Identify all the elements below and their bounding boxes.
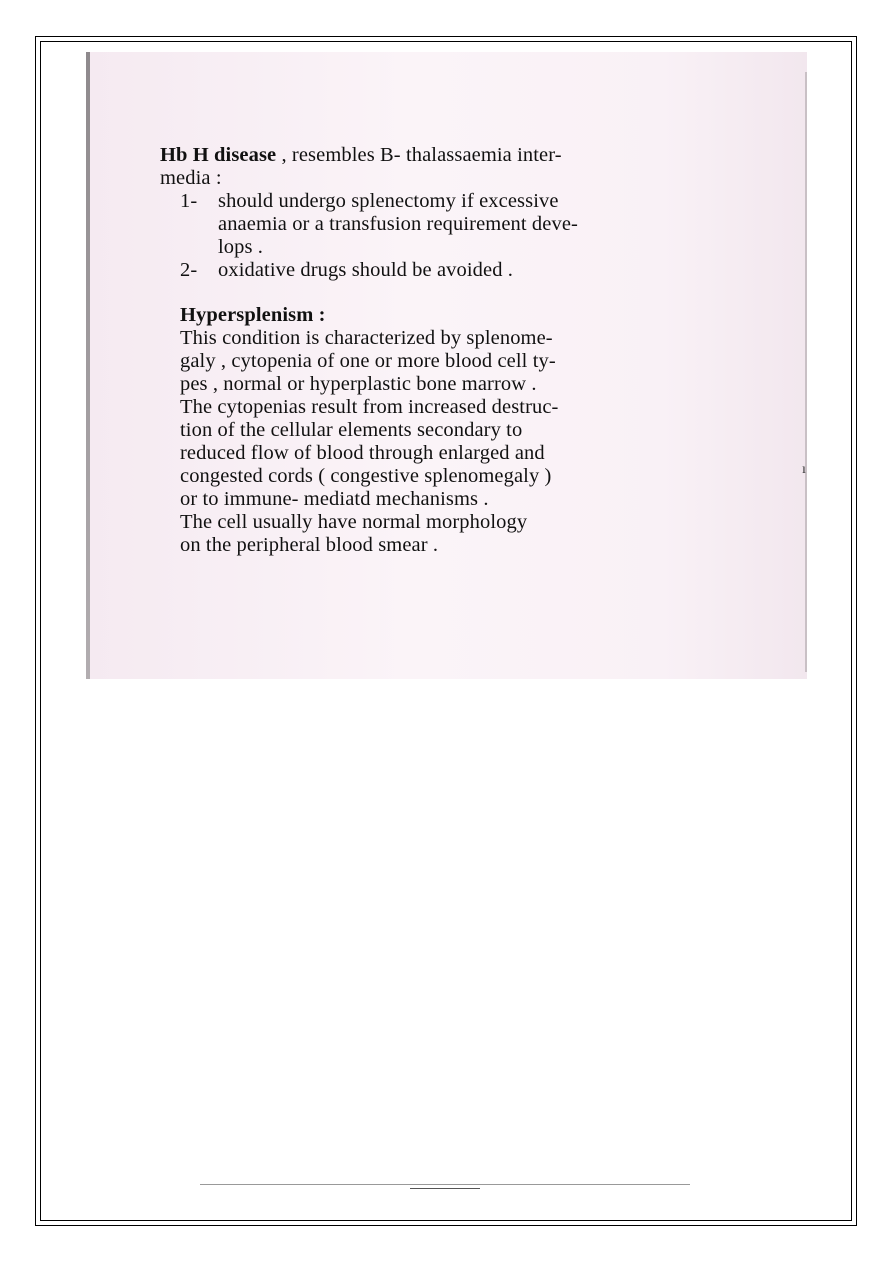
list-item (160, 190, 780, 259)
intro-term: Hb H disease (160, 144, 277, 166)
list-line: lops . (218, 236, 264, 258)
list-line: oxidative drugs should be avoided . (218, 259, 514, 281)
document-text (160, 144, 780, 557)
body-line: galy , cytopenia of one or more blood cell ty- (180, 350, 556, 372)
list-line: anaemia or a transfusion requirement deve- (218, 213, 578, 235)
body-line: on the peripheral blood smear . (180, 534, 439, 556)
intro-rest: , resembles B- thalassaemia inter- (276, 144, 562, 166)
body-line: reduced flow of blood through enlarged and (180, 442, 545, 464)
margin-mark: ı (802, 462, 806, 477)
hypersplenism-section (160, 304, 780, 557)
body-line: The cytopenias result from increased destruc- (180, 396, 559, 418)
footer-rule (200, 1184, 690, 1185)
list-text (218, 259, 780, 282)
list-line: should undergo splenectomy if excessive (218, 190, 559, 212)
scan-left-edge (86, 52, 90, 679)
section-body (180, 327, 780, 557)
list-number: 1- (180, 190, 198, 212)
list-item (160, 259, 780, 282)
scan-right-edge (805, 72, 807, 672)
body-line: The cell usually have normal morphology (180, 511, 528, 533)
section-title: Hypersplenism : (180, 304, 326, 326)
intro-line2: media : (160, 167, 222, 189)
body-line: congested cords ( congestive splenomegaly ) (180, 465, 552, 487)
scanned-page-image (86, 52, 807, 679)
list-text (218, 190, 780, 259)
body-line: This condition is characterized by splenome- (180, 327, 553, 349)
footer-rule-accent (410, 1188, 480, 1189)
body-line: tion of the cellular elements secondary to (180, 419, 523, 441)
body-line: pes , normal or hyperplastic bone marrow . (180, 373, 537, 395)
intro-paragraph (160, 144, 780, 190)
list-number: 2- (180, 259, 198, 281)
body-line: or to immune- mediatd mechanisms . (180, 488, 489, 510)
